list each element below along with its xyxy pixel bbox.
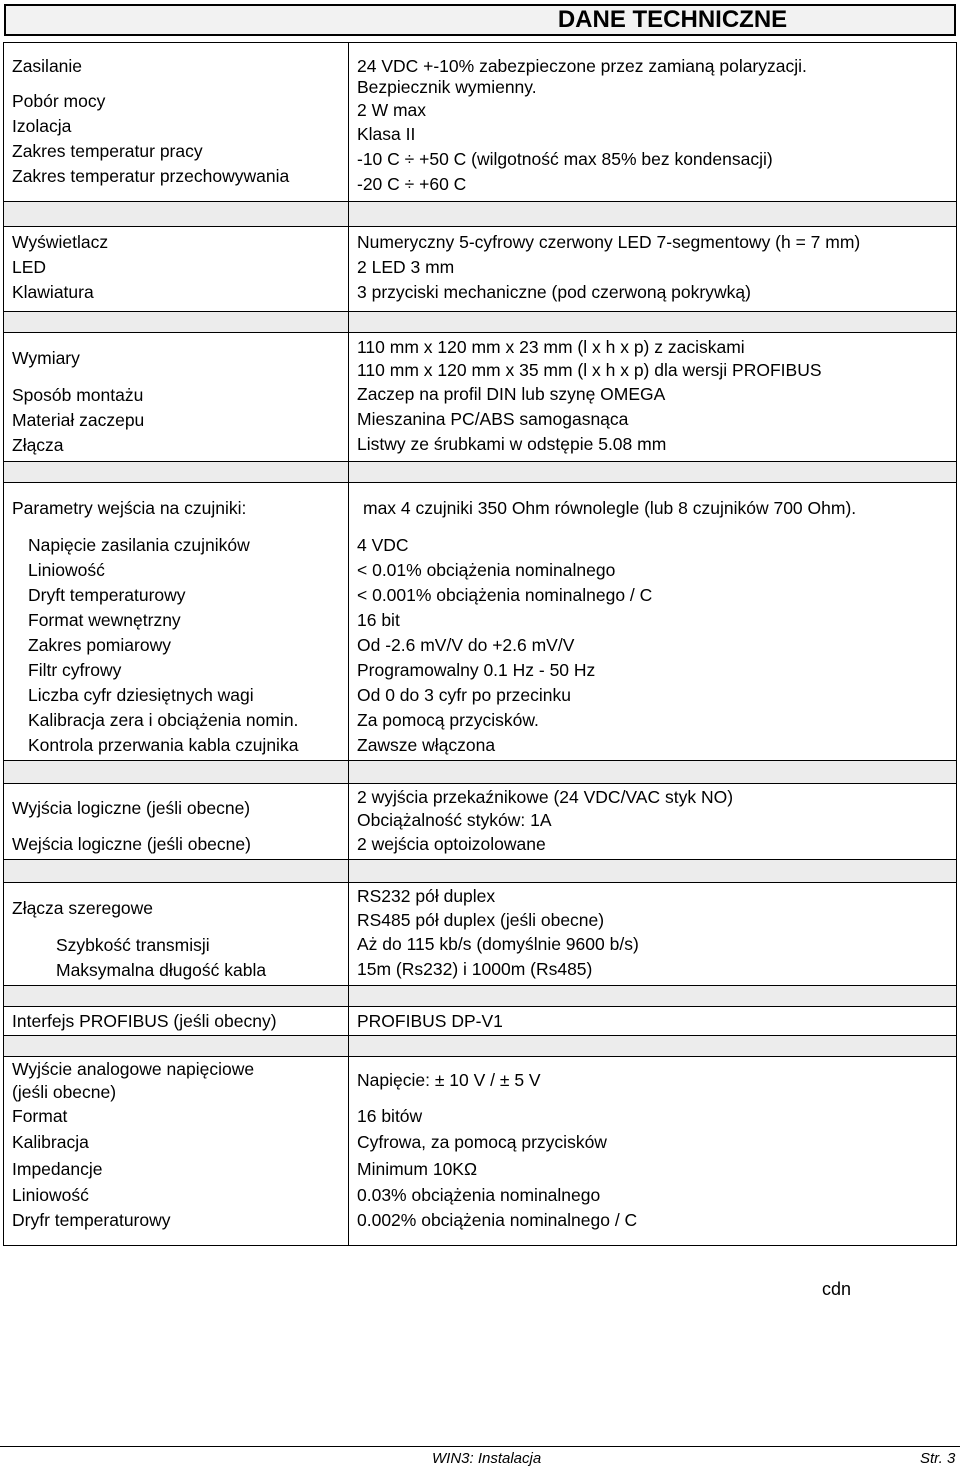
row-value: Zaczep na profil DIN lub szynę OMEGA: [357, 384, 666, 404]
section-analog: [4, 1057, 957, 1246]
row-label: Zakres pomiarowy: [28, 635, 171, 655]
section-display-values: [349, 227, 957, 312]
separator: [4, 202, 957, 227]
row-label: Izolacja: [12, 116, 72, 136]
row-label: Impedancje: [12, 1159, 103, 1179]
row-value: -20 C ÷ +60 C: [357, 174, 467, 194]
row-label: Interfejs PROFIBUS (jeśli obecny): [12, 1011, 277, 1031]
page-title-box: [4, 4, 956, 36]
row-label: Zasilanie: [12, 56, 83, 76]
row-value: 16 bit: [357, 610, 400, 630]
row-value: 2 wyjścia przekaźnikowe (24 VDC/VAC styk NO): [357, 787, 734, 807]
section-profibus-labels: [4, 1007, 349, 1036]
row-label: Wejścia logiczne (jeśli obecne): [12, 834, 251, 854]
row-value: 24 VDC +-10% zabezpieczone przez zamianą polaryzacji.: [357, 56, 807, 76]
row-label: Wyjścia logiczne (jeśli obecne): [12, 798, 251, 818]
row-label: Wymiary: [12, 348, 80, 368]
section-profibus-values: [349, 1007, 957, 1036]
separator: [4, 312, 957, 333]
row-value: 0.002% obciążenia nominalnego / C: [357, 1210, 638, 1230]
row-value: 15m (Rs232) i 1000m (Rs485): [357, 959, 593, 979]
row-value: Od -2.6 mV/V do +2.6 mV/V: [357, 635, 575, 655]
page-footer: [0, 1446, 960, 1471]
row-value: Mieszanina PC/ABS samogasnąca: [357, 409, 629, 429]
row-label: Format wewnętrzny: [28, 610, 181, 630]
section-display: [4, 227, 957, 312]
section-display-labels: [4, 227, 349, 312]
row-value: 3 przyciski mechaniczne (pod czerwoną pokrywką): [357, 282, 751, 302]
row-label: Złącza szeregowe: [12, 898, 154, 918]
section-analog-values: [349, 1057, 957, 1246]
row-label: Liniowość: [12, 1185, 89, 1205]
row-label: Szybkość transmisji: [56, 935, 210, 955]
row-label: Dryft temperaturowy: [28, 585, 186, 605]
row-value: < 0.01% obciążenia nominalnego: [357, 560, 616, 580]
row-value: Napięcie: ± 10 V / ± 5 V: [357, 1070, 541, 1090]
section-power-labels: [4, 43, 349, 202]
row-label: Kalibracja: [12, 1132, 89, 1152]
row-label: Wyjście analogowe napięciowe: [12, 1059, 255, 1079]
row-label: (jeśli obecne): [12, 1082, 117, 1102]
section-input-header: Parametry wejścia na czujniki:: [12, 498, 247, 518]
section-logic-values: [349, 784, 957, 860]
row-label: Sposób montażu: [12, 385, 144, 405]
section-serial: [4, 883, 957, 986]
continuation-note: cdn: [822, 1279, 852, 1299]
section-logic: [4, 784, 957, 860]
section-power: [4, 43, 957, 202]
row-label: Filtr cyfrowy: [28, 660, 122, 680]
row-value: 110 mm x 120 mm x 23 mm (l x h x p) z zaciskami: [357, 337, 745, 357]
section-input-values: [349, 483, 957, 761]
row-label: Kontrola przerwania kabla czujnika: [28, 735, 299, 755]
section-analog-labels: [4, 1057, 349, 1246]
section-power-values: [349, 43, 957, 202]
row-value: Klasa II: [357, 124, 416, 144]
row-label: Dryfr temperaturowy: [12, 1210, 171, 1230]
row-label: Wyświetlacz: [12, 232, 109, 252]
row-label: Format: [12, 1106, 68, 1126]
row-value: Listwy ze śrubkami w odstępie 5.08 mm: [357, 434, 667, 454]
footer-page-number: Str. 3: [920, 1450, 956, 1467]
separator: [4, 986, 957, 1007]
row-label: Złącza: [12, 435, 64, 455]
row-label: Napięcie zasilania czujników: [28, 535, 250, 555]
section-serial-labels: [4, 883, 349, 986]
row-value: Cyfrowa, za pomocą przycisków: [357, 1132, 607, 1152]
row-label: Kalibracja zera i obciążenia nomin.: [28, 710, 299, 730]
row-value: 4 VDC: [357, 535, 409, 555]
spec-table: [3, 42, 957, 1246]
row-label: Klawiatura: [12, 282, 94, 302]
section-mechanical-values: [349, 333, 957, 462]
row-value: Programowalny 0.1 Hz - 50 Hz: [357, 660, 596, 680]
section-profibus: [4, 1007, 957, 1036]
section-input-labels: [4, 483, 349, 761]
separator: [4, 761, 957, 784]
row-label: Materiał zaczepu: [12, 410, 145, 430]
row-value: Od 0 do 3 cyfr po przecinku: [357, 685, 571, 705]
row-label: Zakres temperatur przechowywania: [12, 166, 290, 186]
separator: [4, 462, 957, 483]
section-mechanical: [4, 333, 957, 462]
row-value: PROFIBUS DP-V1: [357, 1011, 503, 1031]
row-label: Maksymalna długość kabla: [56, 960, 267, 980]
row-value: 2 W max: [357, 100, 427, 120]
section-input-header-value: max 4 czujniki 350 Ohm równolegle (lub 8 czujników 700 Ohm).: [363, 498, 857, 518]
row-label: Liczba cyfr dziesiętnych wagi: [28, 685, 254, 705]
row-label: Zakres temperatur pracy: [12, 141, 203, 161]
row-value: Bezpiecznik wymienny.: [357, 77, 537, 97]
row-label: LED: [12, 257, 47, 277]
row-value: 0.03% obciążenia nominalnego: [357, 1185, 601, 1205]
row-value: 2 LED 3 mm: [357, 257, 455, 277]
footer-doc-title: WIN3: Instalacja: [432, 1450, 542, 1467]
row-value: 16 bitów: [357, 1106, 423, 1126]
row-value: Zawsze włączona: [357, 735, 496, 755]
row-value: 2 wejścia optoizolowane: [357, 834, 546, 854]
section-input: [4, 483, 957, 761]
row-value: RS232 pół duplex: [357, 886, 496, 906]
section-logic-labels: [4, 784, 349, 860]
row-value: Aż do 115 kb/s (domyślnie 9600 b/s): [357, 934, 639, 954]
separator: [4, 860, 957, 883]
section-serial-values: [349, 883, 957, 986]
row-value: 110 mm x 120 mm x 35 mm (l x h x p) dla wersji PROFIBUS: [357, 360, 822, 380]
row-value: -10 C ÷ +50 C (wilgotność max 85% bez kondensacji): [357, 149, 773, 169]
row-value: Obciążalność styków: 1A: [357, 810, 552, 830]
section-mechanical-labels: [4, 333, 349, 462]
separator: [4, 1036, 957, 1057]
row-value: Za pomocą przycisków.: [357, 710, 539, 730]
page-title: DANE TECHNICZNE: [557, 6, 788, 33]
row-value: RS485 pół duplex (jeśli obecne): [357, 910, 605, 930]
row-label: Pobór mocy: [12, 91, 106, 111]
row-value: Numeryczny 5-cyfrowy czerwony LED 7-segmentowy (h = 7 mm): [357, 232, 861, 252]
row-value: Minimum 10KΩ: [357, 1159, 478, 1179]
row-label: Liniowość: [28, 560, 105, 580]
row-value: < 0.001% obciążenia nominalnego / C: [357, 585, 653, 605]
